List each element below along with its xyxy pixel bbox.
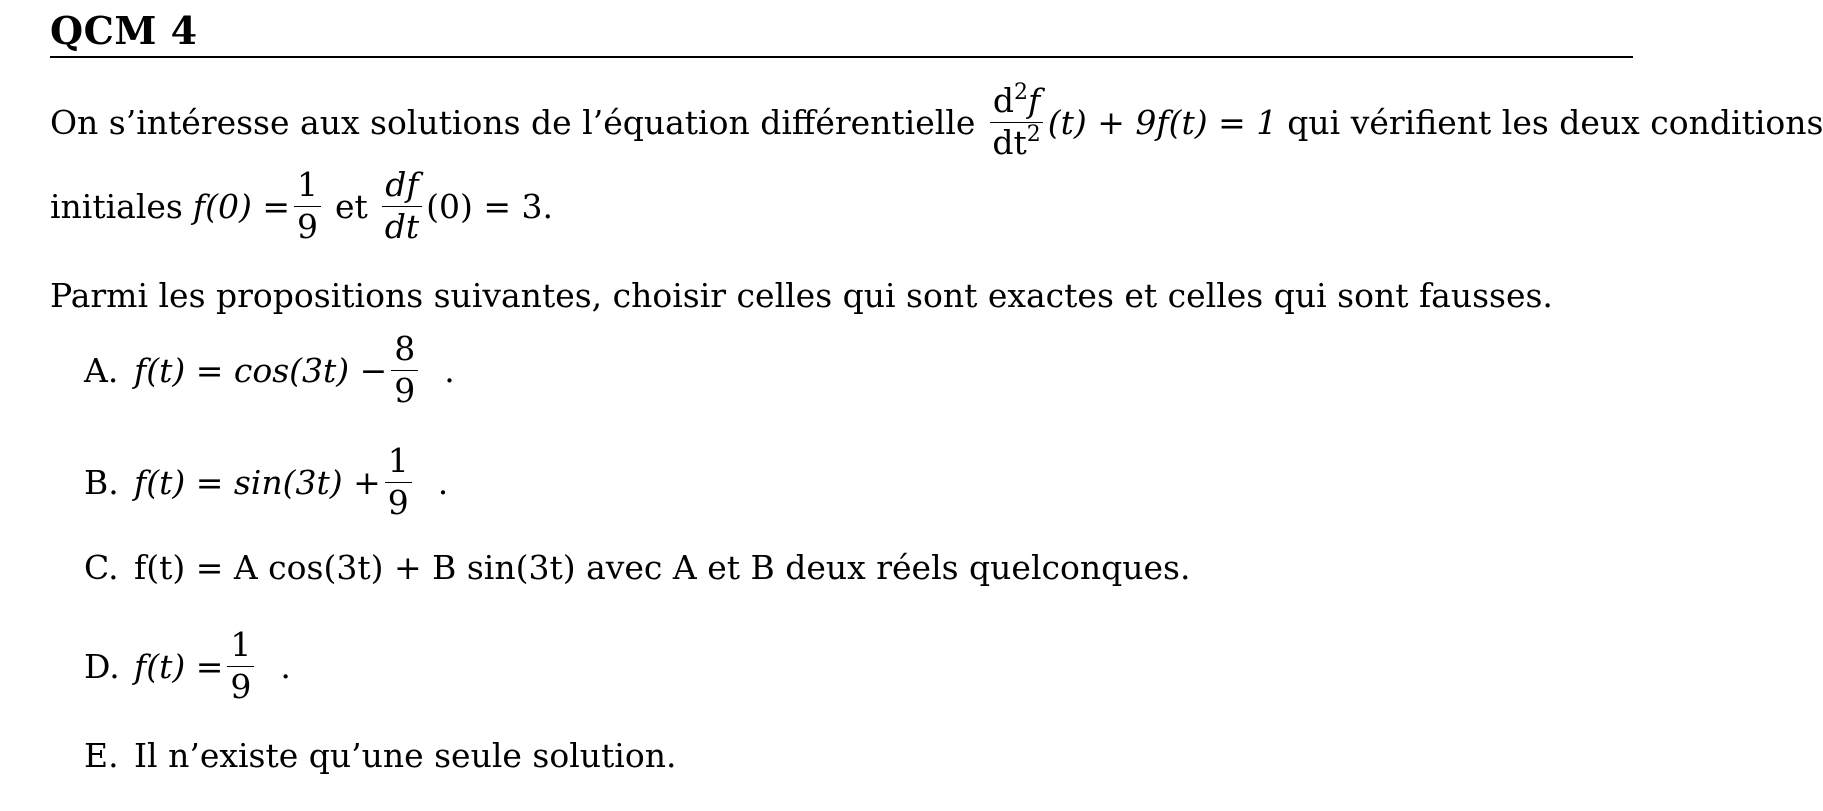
option-expression: f(t) = cos(3t) − bbox=[134, 350, 388, 390]
option-fraction bbox=[227, 625, 254, 706]
option-letter: B. bbox=[84, 462, 119, 502]
fraction-denominator: 9 bbox=[387, 482, 409, 522]
option-e[interactable] bbox=[84, 736, 676, 775]
d-symbol: d bbox=[992, 81, 1015, 120]
fraction-denominator: 9 bbox=[230, 666, 252, 706]
option-expression: Il n’existe qu’une seule solution. bbox=[134, 736, 677, 775]
instruction-sentence: Parmi les propositions suivantes, choisir celles qui sont exactes et celles qui sont fausses. bbox=[50, 276, 1553, 315]
f0-condition: f(0) = bbox=[192, 186, 290, 226]
second-derivative-fraction bbox=[989, 80, 1043, 162]
option-b[interactable] bbox=[84, 441, 449, 522]
option-fraction bbox=[391, 329, 418, 410]
option-expression: f(t) = A cos(3t) + B sin(3t) avec A et B deux réels quelconques. bbox=[134, 548, 1191, 587]
dt-symbol: dt bbox=[384, 206, 420, 246]
exponent: 2 bbox=[1026, 121, 1041, 147]
option-fraction bbox=[385, 441, 412, 522]
option-letter: D. bbox=[84, 646, 120, 686]
option-period: . bbox=[280, 646, 291, 686]
title-divider bbox=[50, 56, 1633, 58]
option-period: . bbox=[444, 350, 455, 390]
exponent: 2 bbox=[1014, 80, 1029, 105]
df-symbol: df bbox=[382, 168, 421, 207]
fraction-denominator: 9 bbox=[296, 206, 318, 246]
fraction-numerator: 1 bbox=[227, 628, 254, 667]
question-title: QCM 4 bbox=[50, 8, 198, 53]
intro-initiales: initiales bbox=[50, 186, 183, 226]
fraction-numerator: 1 bbox=[385, 444, 412, 483]
instruction-text bbox=[50, 276, 1553, 315]
fraction-numerator: 8 bbox=[391, 332, 418, 371]
intro-line-2 bbox=[50, 165, 554, 246]
intro-text-1: On s’intéresse aux solutions de l’équation différentielle bbox=[50, 102, 976, 142]
first-derivative-fraction bbox=[382, 165, 422, 246]
option-expression: f(t) = sin(3t) + bbox=[134, 462, 381, 502]
condition-fraction bbox=[294, 165, 321, 246]
option-period: . bbox=[437, 462, 449, 502]
option-c[interactable] bbox=[84, 548, 1190, 587]
option-letter: C. bbox=[84, 548, 119, 587]
option-letter: A. bbox=[84, 350, 119, 390]
intro-text-2: qui vérifient les deux conditions bbox=[1287, 102, 1823, 142]
dt-symbol: dt bbox=[992, 122, 1027, 162]
option-expression: f(t) = bbox=[134, 646, 224, 686]
et-word: et bbox=[334, 186, 368, 226]
option-a[interactable] bbox=[84, 329, 455, 410]
function-symbol: f bbox=[1028, 81, 1041, 120]
equation-rest: (t) + 9f(t) = 1 bbox=[1047, 102, 1278, 142]
option-letter: E. bbox=[84, 736, 119, 775]
intro-line-1 bbox=[50, 80, 1823, 162]
fraction-numerator: 1 bbox=[294, 168, 321, 207]
option-d[interactable] bbox=[84, 625, 291, 706]
fraction-denominator: 9 bbox=[394, 370, 416, 410]
derivative-condition: (0) = 3. bbox=[426, 186, 554, 226]
